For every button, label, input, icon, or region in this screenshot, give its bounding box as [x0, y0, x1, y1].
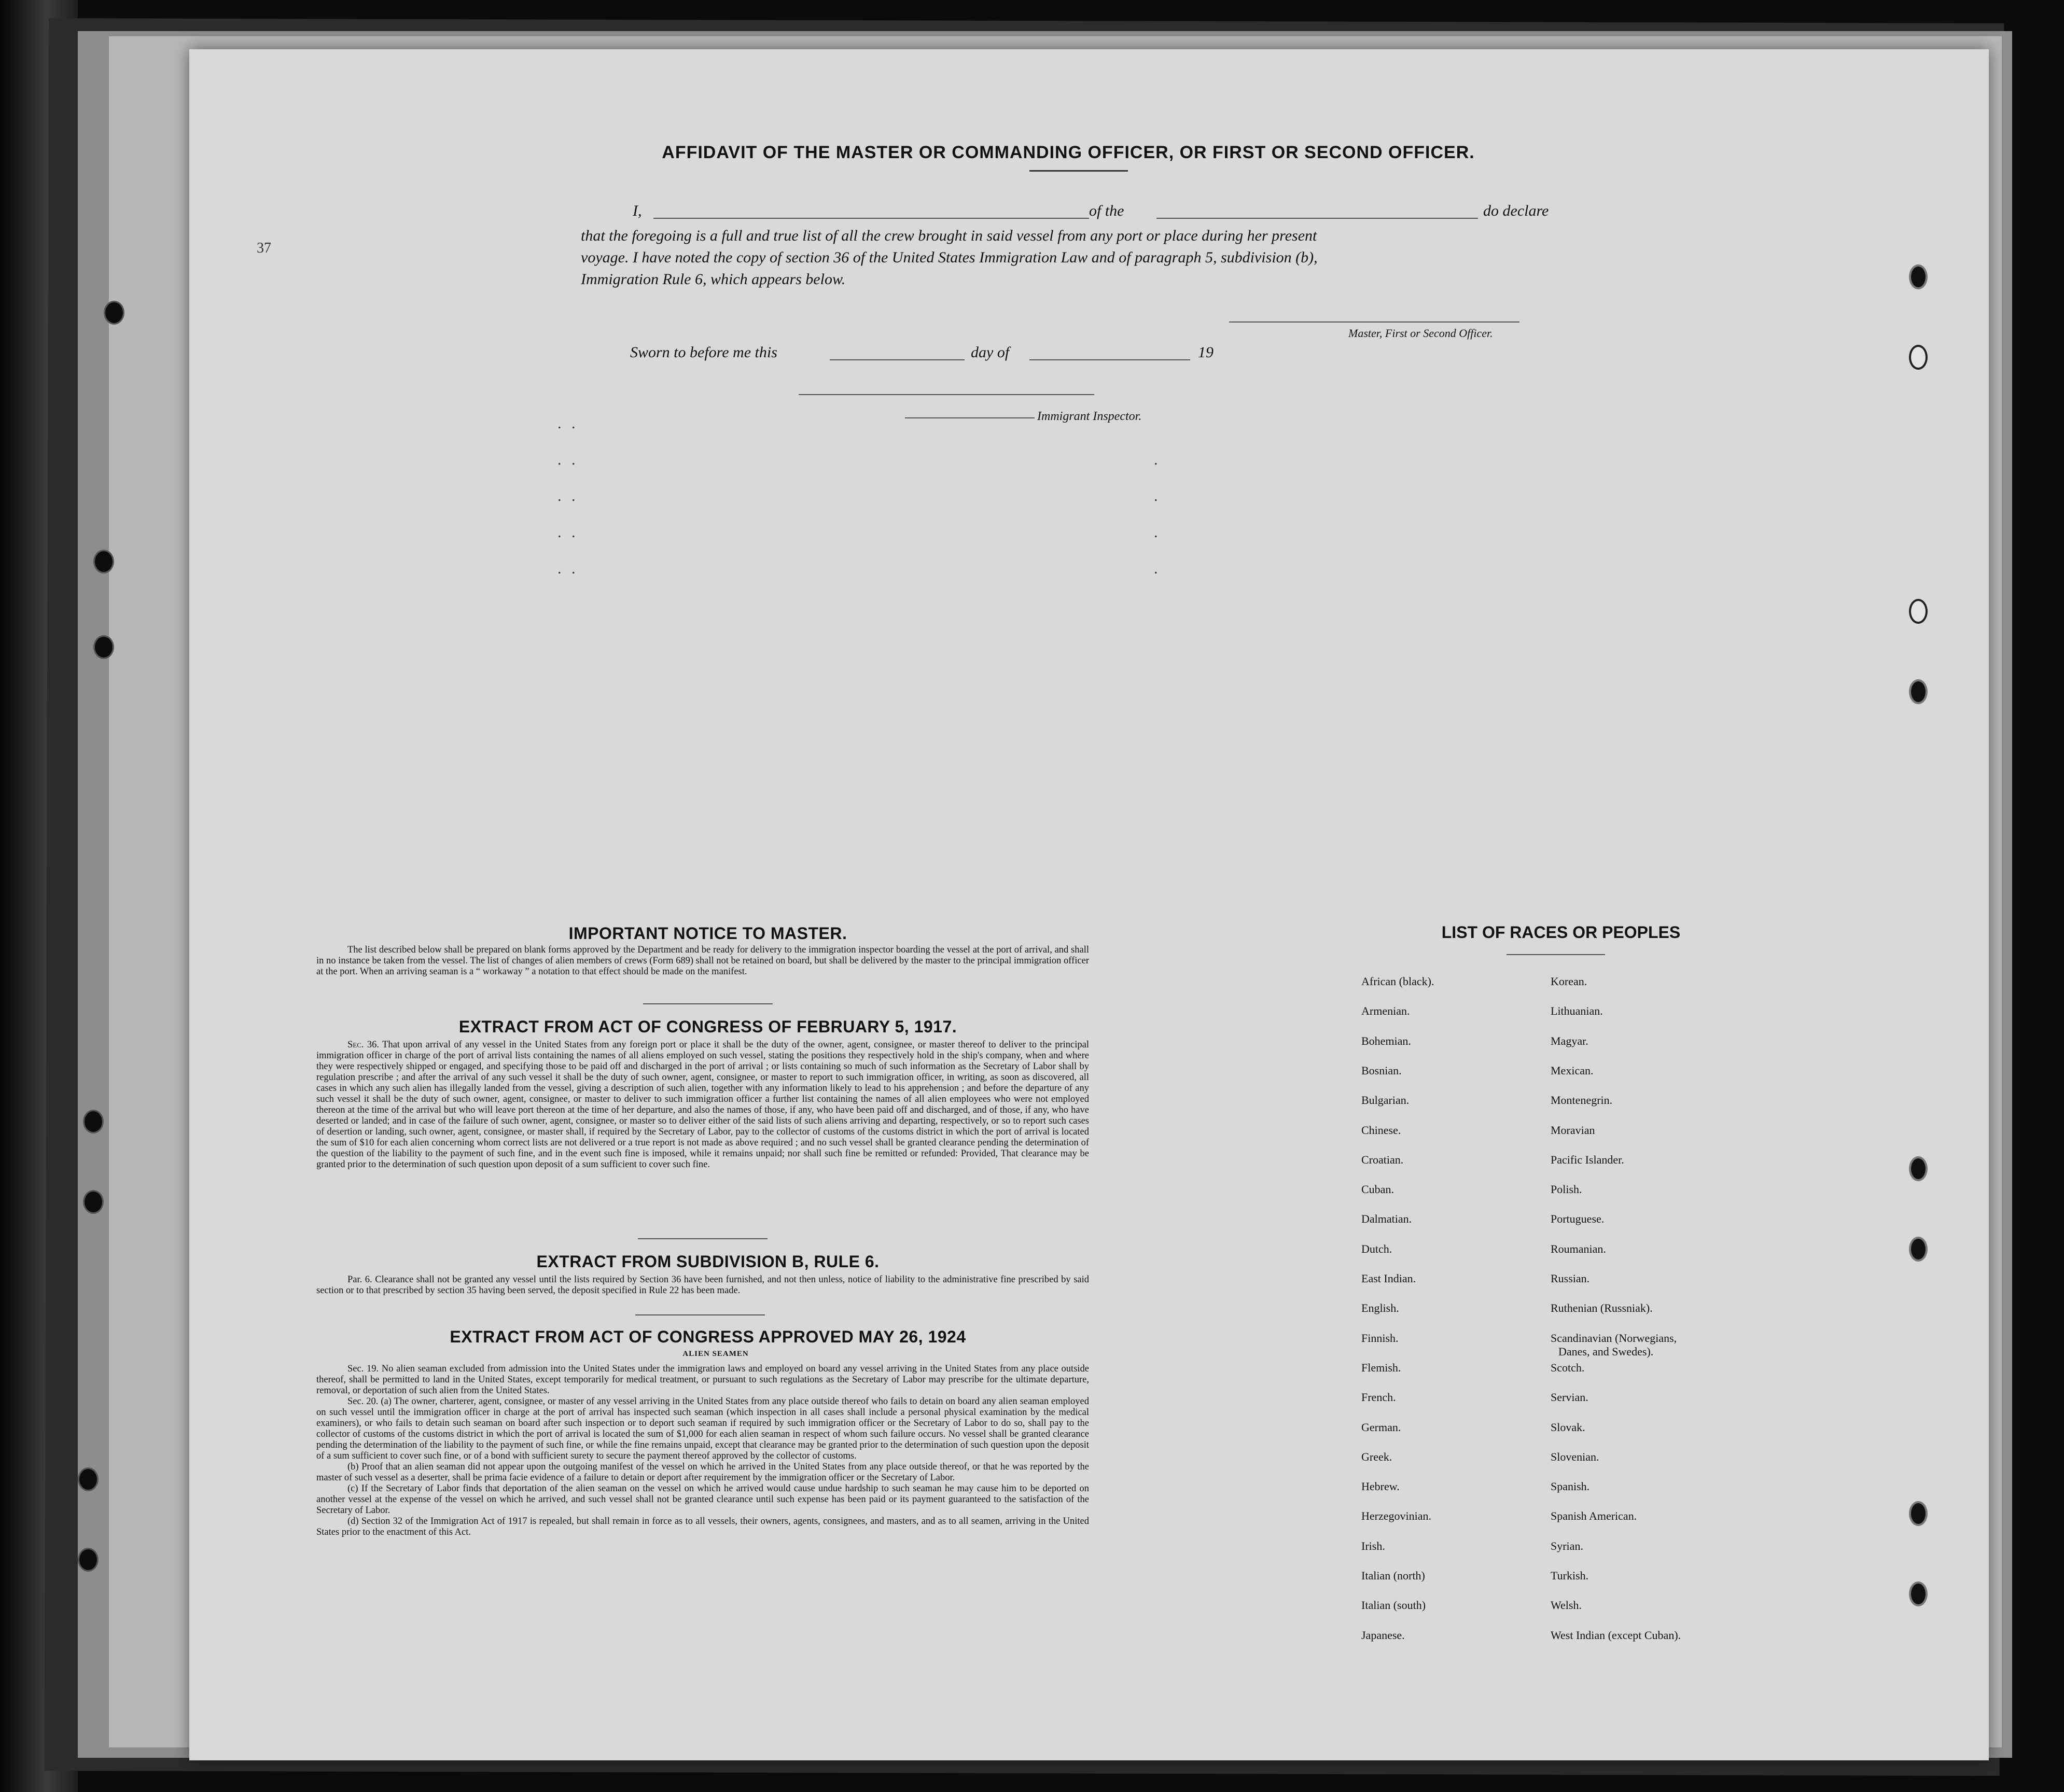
race-item: Syrian. — [1551, 1539, 1583, 1552]
affidavit-line: voyage. I have noted the copy of section 36 of the United States Immigration Law and of paragraph 5, subdivision (b), — [581, 249, 1318, 266]
section-label: Sec. 36. — [347, 1040, 379, 1050]
race-item: Moravian — [1551, 1123, 1595, 1137]
rule6-heading: EXTRACT FROM SUBDIVISION B, RULE 6. — [536, 1252, 880, 1271]
race-item: Danes, and Swedes). — [1558, 1345, 1654, 1358]
race-item: Turkish. — [1551, 1569, 1589, 1582]
extract-1917-heading: EXTRACT FROM ACT OF CONGRESS OF FEBRUARY 5, 1917. — [458, 1017, 957, 1036]
divider — [635, 1314, 765, 1315]
race-item: Spanish. — [1551, 1480, 1590, 1493]
binder-ring-icon — [78, 1467, 99, 1491]
sworn-year: 19 — [1198, 344, 1214, 361]
faint-marks: . . — [557, 524, 579, 541]
race-item: Scotch. — [1551, 1361, 1585, 1374]
race-item: Korean. — [1551, 975, 1587, 988]
divider — [1029, 170, 1128, 172]
sworn-month-field[interactable] — [1029, 359, 1190, 360]
race-item: Servian. — [1551, 1391, 1588, 1404]
race-item: Scandinavian (Norwegians, — [1551, 1331, 1677, 1345]
notice-heading: IMPORTANT NOTICE TO MASTER. — [568, 924, 847, 943]
race-item: Russian. — [1551, 1272, 1590, 1285]
binder-ring-icon — [93, 550, 114, 573]
faint-marks: . — [1154, 451, 1161, 468]
sec-20d-text: (d) Section 32 of the Immigration Act of 1917 is repealed, but shall remain in force as to all vessels, their owners, agents, consignees, and masters, and as to all seamen, arriving in the United States prior to the enactment of this Act. — [316, 1516, 1089, 1537]
affidavit-line: that the foregoing is a full and true list of all the crew brought in said vessel from any port or place during her present — [581, 227, 1317, 244]
extract-1924-body — [316, 1364, 1089, 1538]
race-item: Slovak. — [1551, 1420, 1585, 1434]
punch-hole-icon — [1909, 1501, 1928, 1526]
divider — [643, 1003, 773, 1004]
extract-1924-heading: EXTRACT FROM ACT OF CONGRESS APPROVED MAY 26, 1924 — [450, 1327, 966, 1346]
race-item: Ruthenian (Russniak). — [1551, 1301, 1653, 1315]
affidavit-line: Immigration Rule 6, which appears below. — [581, 271, 846, 288]
sworn-day-field[interactable] — [830, 359, 965, 360]
faint-marks: . . — [557, 560, 579, 577]
affidavit-heading: AFFIDAVIT OF THE MASTER OR COMMANDING OFFICER, OR FIRST OR SECOND OFFICER. — [662, 143, 1475, 162]
punch-hole-icon — [1909, 599, 1928, 624]
race-item: Irish. — [1361, 1539, 1385, 1552]
punch-hole-icon — [1909, 264, 1928, 289]
races-heading: LIST OF RACES OR PEOPLES — [1441, 923, 1681, 942]
punch-hole-icon — [1909, 345, 1928, 370]
alien-seamen-subheading: ALIEN SEAMEN — [682, 1350, 749, 1358]
vessel-blank-field[interactable] — [1156, 218, 1478, 219]
extract-1917-body: That upon arrival of any vessel in the United States from any foreign port or place it shall be the duty of the owner, agent, consignee, or master thereof to deliver to the principal immigration officer in charge of the port of arrival lists containing the names of all aliens employed on such vessel, stating the positions they respectively hold in the ship's company, when and where they were respectively shipped or engaged, and specifying those to be paid off and discharged in the port of arrival ; or lists containing so much of such information as the Secretary of Labor shall by regulation prescribe ; and after the arrival of any such vessel it shall be the duty of such owner, agent, consignee, or master to report to such immigration officer, in writing, as soon as discovered, all cases in which any such alien has illegally landed from the vessel, giving a description of such alien, together with any information likely to lead to his apprehension ; and before the departure of any such vessel it shall be the duty of such owner, agent, consignee, or master to deliver to such immigration officer a further list containing the names of all alien employees who were not employed thereon at the time of the arrival but who will leave port thereon at the time of her departure, and also the names of those, if any, who have been paid off and discharged, and of those, if any, who have deserted or landed; and in case of the failure of such owner, agent, consignee, or master so to deliver either of the said lists of such aliens arriving and departing, respectively, or so to report such cases of desertion or landing, such owner, agent, consignee, or master shall, if required by the Secretary of Labor, pay to the collector of customs of the customs district in which the port of arrival is located the sum of $10 for each alien concerning whom correct lists are not delivered or a true report is not made as above required ; and no such vessel shall be granted clearance pending the determination of the question of the liability to the payment of such fine, and in the event such fine is imposed, while it remains unpaid; nor shall such fine be remitted or refunded: Provided, That clearance may be granted prior to the determination of such question upon deposit of a sum sufficient to cover such fine. — [316, 1040, 1089, 1170]
race-item: Dalmatian. — [1361, 1212, 1412, 1226]
faint-marks: . — [1154, 524, 1161, 541]
affidavit-declare: do declare — [1483, 202, 1549, 219]
faint-marks: . . — [557, 415, 579, 432]
name-blank-field[interactable] — [653, 218, 1089, 219]
punch-hole-icon — [1909, 1237, 1928, 1262]
race-item: Roumanian. — [1551, 1242, 1606, 1255]
race-item: Italian (north) — [1361, 1569, 1425, 1582]
race-item: Spanish American. — [1551, 1509, 1637, 1523]
race-item: West Indian (except Cuban). — [1551, 1628, 1681, 1642]
faint-marks: . — [1154, 560, 1161, 577]
rule6-text: Par. 6. Clearance shall not be granted any vessel until the lists required by Section 36 have been furnished, and not then unless, notice of liability to the administrative fine prescribed by said section or to that prescribed by section 35 having been served, the deposit specified in Rule 22 has been made. — [316, 1275, 1089, 1296]
race-item: Lithuanian. — [1551, 1004, 1603, 1018]
race-item: Japanese. — [1361, 1628, 1405, 1642]
sec-20a-text: Sec. 20. (a) The owner, charterer, agent, consignee, or master of any vessel arriving in the United States from any place outside thereof who fails to detain on board any alien seaman employed on such vessel until the immigration officer in charge at the port of arrival has inspected such seaman (which inspection in all cases shall include a personal physical examination by the medical examiners), or who fails to detain such seaman on board after such inspection or to deport such seaman if required by such immigration officer or the Secretary of Labor to do so, shall pay to the collector of customs of the customs district in which the port of arrival is located the sum of $1,000 for each alien seaman in respect of whom such failure occurs. No vessel shall be granted clearance pending the determination of the liability to the payment of such fine, or while the fine remains unpaid, except that clearance may be granted prior to the determination of such question upon the deposit of a sum sufficient to cover such fine, or of a bond with sufficient surety to secure the payment thereof approved by the collector of customs. — [316, 1396, 1089, 1461]
race-item: Bohemian. — [1361, 1034, 1411, 1047]
affidavit-body — [581, 225, 1571, 290]
race-item: Montenegrin. — [1551, 1094, 1613, 1107]
binder-ring-icon — [83, 1190, 104, 1214]
sec-20c-text: (c) If the Secretary of Labor finds that deportation of the alien seaman on the vessel on which he arrived would cause undue hardship to such seaman he may cause him to be deported on another vessel at the expense of the vessel on which he arrived, and such vessel shall not be granted clearance until such expense has been paid or its payment guaranteed to the satisfaction of the Secretary of Labor. — [316, 1483, 1089, 1516]
race-item: Finnish. — [1361, 1331, 1399, 1345]
race-item: Hebrew. — [1361, 1480, 1400, 1493]
signature-blank-field[interactable] — [1229, 321, 1519, 323]
extract-1917-text — [316, 1040, 1089, 1170]
punch-hole-icon — [1909, 1156, 1928, 1181]
sec-19-text: Sec. 19. No alien seaman excluded from admission into the United States under the immigration laws and employed on board any vessel arriving in the United States from any place outside thereof, shall be permitted to land in the United States, except temporarily for medical treatment, or pursuant to such regulations as the Secretary of Labor may prescribe for the ultimate departure, removal, or deportation of such alien from the United States. — [316, 1364, 1089, 1396]
inspector-blank-field[interactable] — [799, 394, 1094, 395]
affidavit-of-the: of the — [1089, 202, 1124, 219]
faint-marks: . . — [557, 487, 579, 505]
race-item: Croatian. — [1361, 1153, 1404, 1166]
race-item: East Indian. — [1361, 1272, 1416, 1285]
race-item: Armenian. — [1361, 1004, 1410, 1018]
sec-20b-text: (b) Proof that an alien seaman did not appear upon the outgoing manifest of the vessel on which he arrived in the United States from any place outside thereof, or that he was reported by the master of such vessel as a deserter, shall be prima facie evidence of a failure to detain or deport after requirement by the immigration officer or the Secretary of Labor. — [316, 1462, 1089, 1483]
race-item: Portuguese. — [1551, 1212, 1605, 1226]
race-item: Flemish. — [1361, 1361, 1401, 1374]
divider — [638, 1238, 768, 1239]
margin-mark: 37 — [257, 240, 271, 256]
race-item: German. — [1361, 1420, 1401, 1434]
race-item: Bulgarian. — [1361, 1094, 1410, 1107]
race-item: Bosnian. — [1361, 1063, 1402, 1077]
race-item: African (black). — [1361, 975, 1434, 988]
binder-ring-icon — [93, 635, 114, 659]
sworn-prefix: Sworn to before me this — [630, 344, 777, 361]
race-item: Pacific Islander. — [1551, 1153, 1624, 1166]
inspector-caption: Immigrant Inspector. — [1037, 410, 1142, 423]
sworn-day-of: day of — [971, 344, 1010, 361]
inspector-blank-field[interactable] — [905, 417, 1035, 418]
race-item: Magyar. — [1551, 1034, 1588, 1047]
race-item: Polish. — [1551, 1183, 1582, 1196]
race-item: Greek. — [1361, 1450, 1392, 1463]
affidavit-i: I, — [633, 202, 642, 219]
signature-caption: Master, First or Second Officer. — [1348, 327, 1493, 340]
binder-ring-icon — [78, 1548, 99, 1572]
race-item: Dutch. — [1361, 1242, 1392, 1255]
divider — [1507, 954, 1605, 955]
race-item: Herzegovinian. — [1361, 1509, 1431, 1523]
notice-text: The list described below shall be prepared on blank forms approved by the Department and be ready for delivery to the immigration inspector boarding the vessel at the port of arrival, and shall in no instance be taken from the vessel. The list of changes of alien members of crews (Form 689) shall not be retained on board, but shall be delivered by the master to the principal immigration officer at the port. When an arriving seaman is a “ workaway ” a notation to that effect should be made on the manifest. — [316, 945, 1089, 977]
punch-hole-icon — [1909, 1581, 1928, 1606]
race-item: French. — [1361, 1391, 1396, 1404]
race-item: English. — [1361, 1301, 1399, 1315]
faint-marks: . — [1154, 487, 1161, 505]
binder-ring-icon — [104, 301, 124, 325]
race-item: Mexican. — [1551, 1063, 1594, 1077]
race-item: Chinese. — [1361, 1123, 1401, 1137]
race-item: Cuban. — [1361, 1183, 1394, 1196]
race-item: Welsh. — [1551, 1599, 1582, 1612]
race-item: Italian (south) — [1361, 1599, 1426, 1612]
binder-ring-icon — [83, 1110, 104, 1133]
race-item: Slovenian. — [1551, 1450, 1599, 1463]
punch-hole-icon — [1909, 679, 1928, 704]
faint-marks: . . — [557, 451, 579, 468]
